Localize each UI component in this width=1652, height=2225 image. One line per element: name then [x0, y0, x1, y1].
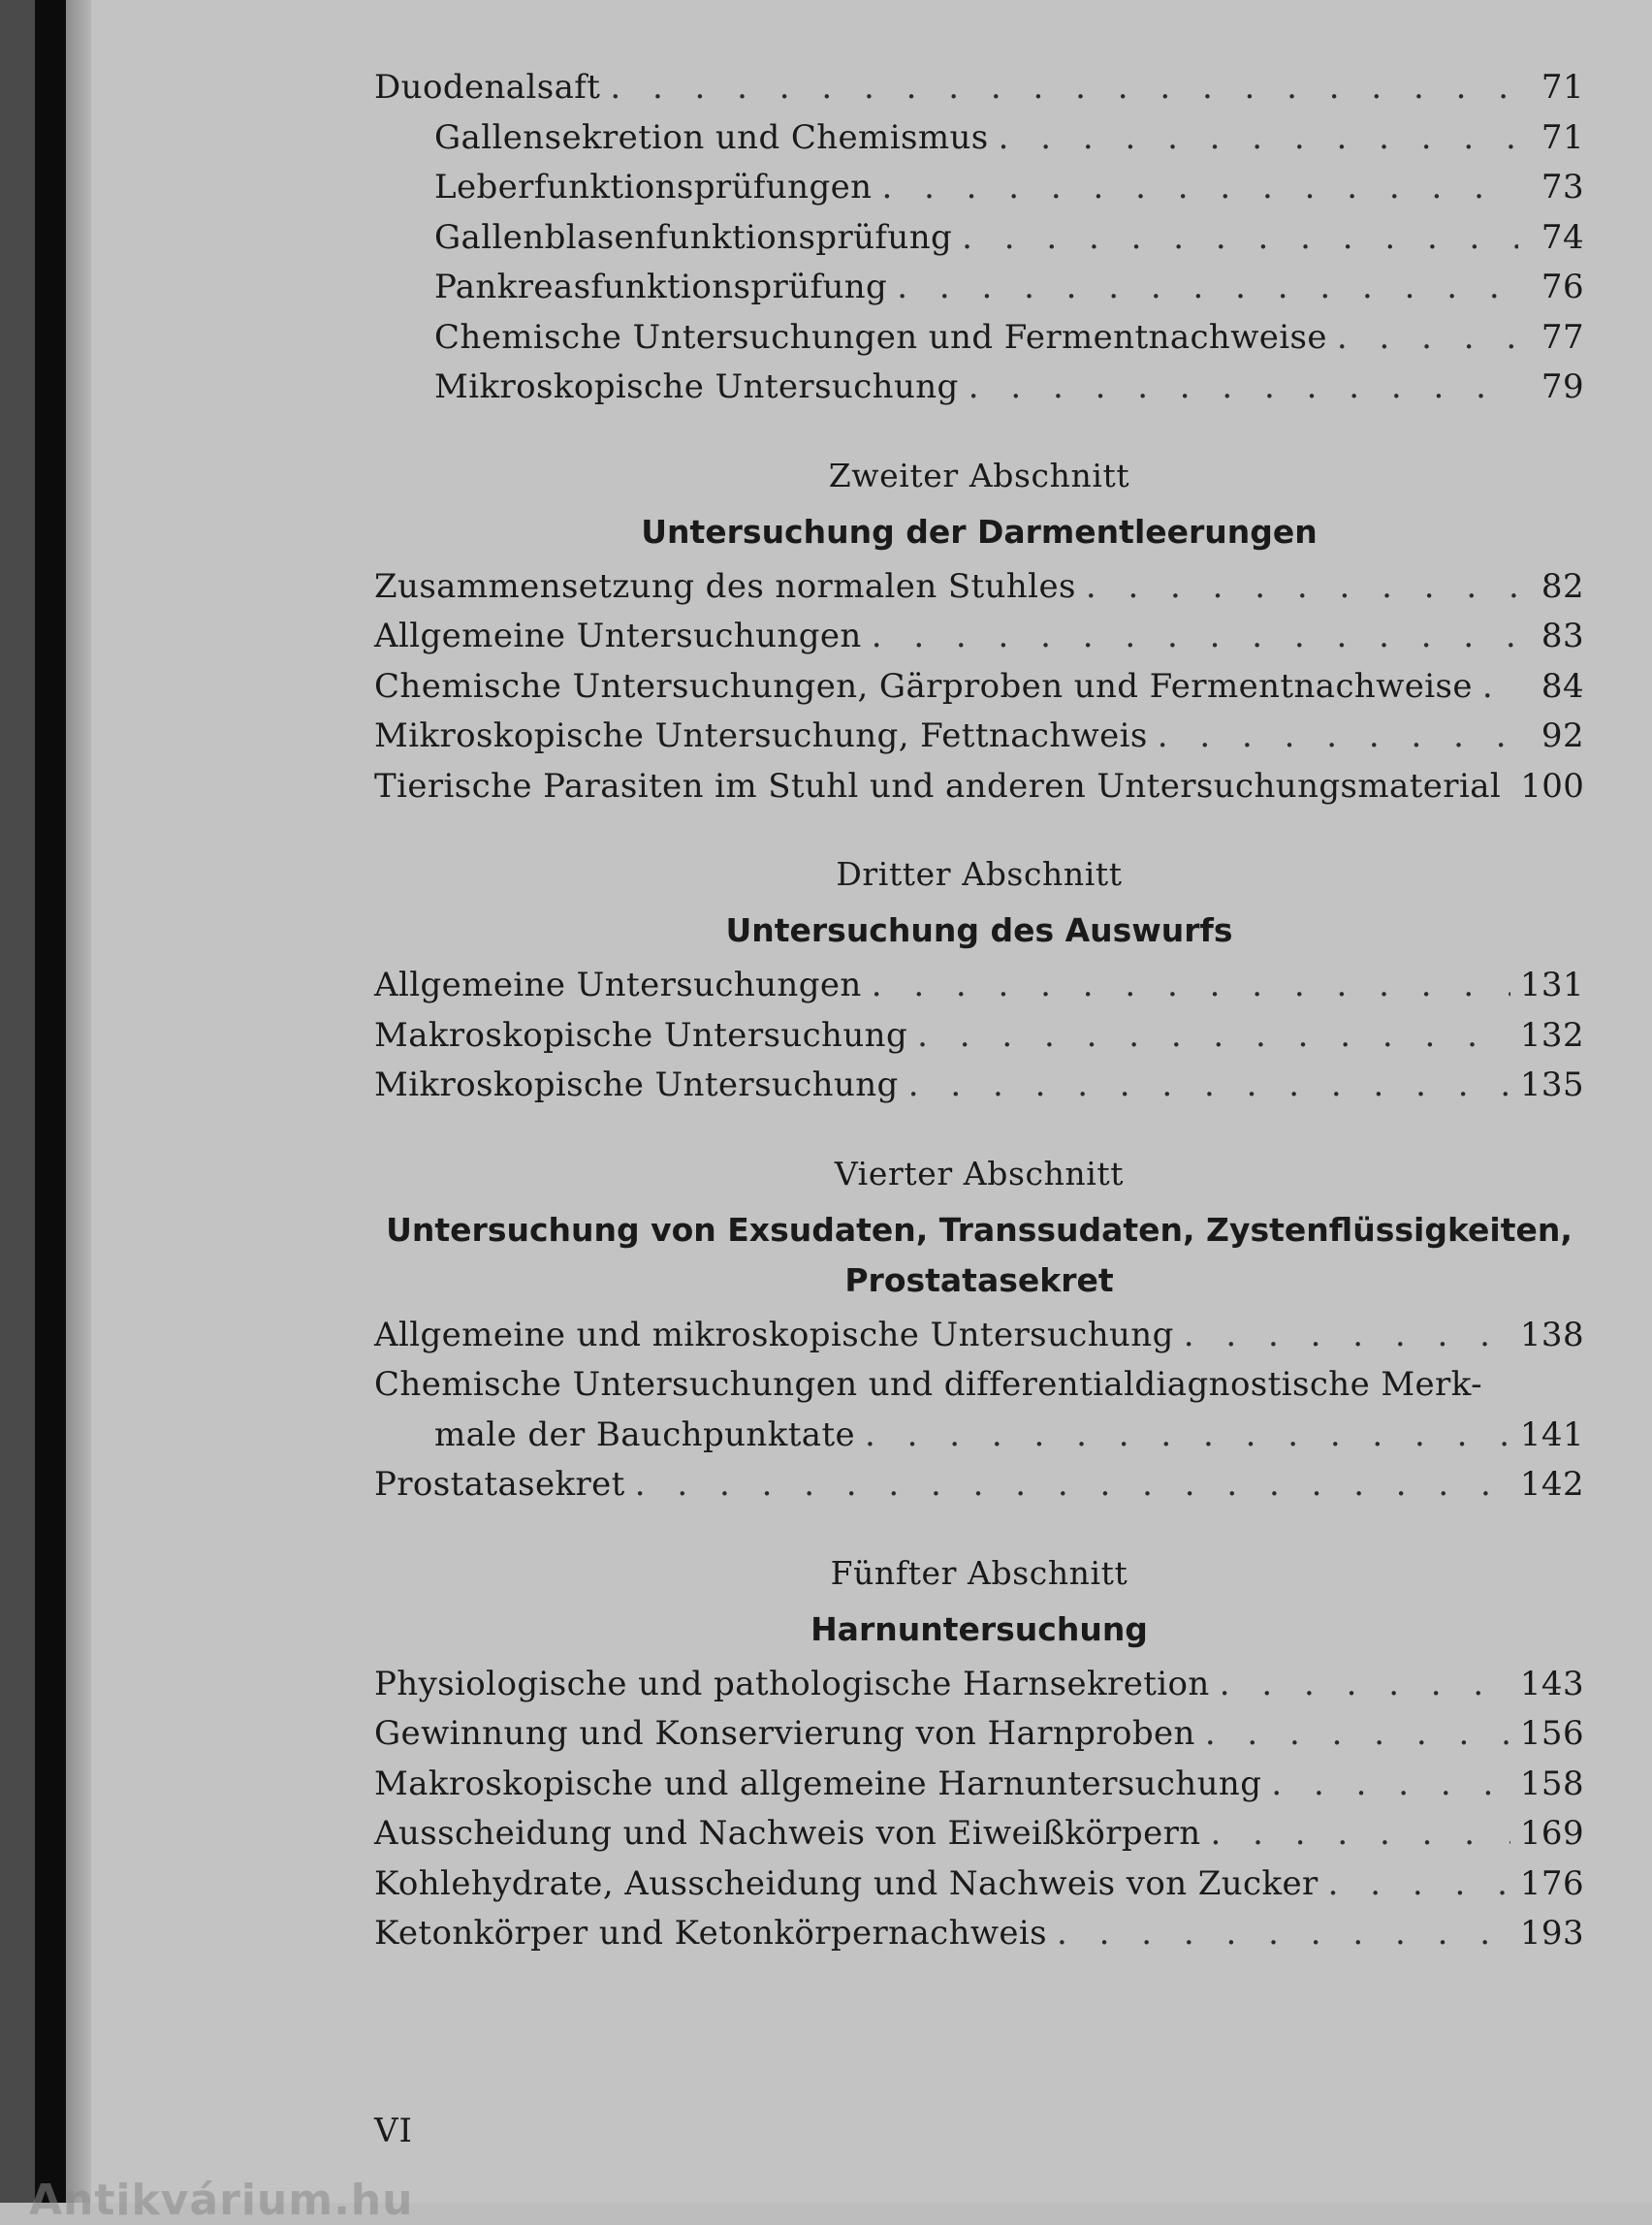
dot-leader: [610, 68, 1518, 107]
section-label: Zweiter Abschnitt: [828, 456, 1130, 494]
toc-entry-page: 83: [1541, 617, 1584, 655]
toc-entry-page: 131: [1519, 966, 1584, 1004]
section-title: [374, 1205, 1584, 1306]
toc-entry-title: Makroskopische Untersuchung: [374, 1015, 908, 1055]
dot-leader: [1205, 1714, 1510, 1753]
dot-leader: [962, 218, 1518, 257]
toc-entry: [374, 68, 1584, 118]
toc-section-5: [374, 1554, 1584, 1964]
toc-entry: [374, 1316, 1584, 1366]
toc-entry-page: 73: [1541, 168, 1584, 207]
dot-leader: [1086, 567, 1518, 606]
toc-entry-title: Allgemeine Untersuchungen: [374, 617, 862, 655]
toc-entry-title: Mikroskopische Untersuchung: [374, 1065, 899, 1104]
toc-entry-title: Allgemeine Untersuchungen: [374, 966, 862, 1004]
toc-entry-page: 100: [1520, 766, 1585, 806]
section-label: Fünfter Abschnitt: [830, 1553, 1128, 1592]
dot-leader: [865, 1415, 1510, 1454]
toc-entry-page: 143: [1519, 1664, 1584, 1703]
dot-leader: [917, 1016, 1510, 1055]
dot-leader: [635, 1465, 1510, 1504]
toc-entry-page: 193: [1519, 1914, 1584, 1953]
toc-entry-page: 135: [1519, 1065, 1584, 1104]
toc-entry-title: Gewinnung und Konservierung von Harnproben: [374, 1714, 1195, 1753]
toc-entry-page: 77: [1541, 317, 1584, 357]
dot-leader: [881, 168, 1518, 207]
toc-entry-page: 82: [1541, 566, 1584, 606]
section-label: Dritter Abschnitt: [836, 855, 1123, 893]
dot-leader: [1220, 1665, 1510, 1703]
toc-entry-title: Gallensekretion und Chemismus: [434, 117, 989, 157]
dot-leader: [1328, 1864, 1510, 1903]
toc-entry-title: Mikroskopische Untersuchung: [434, 367, 959, 406]
toc-entry-title: Chemische Untersuchungen, Gärproben und Fermentnachweise: [374, 666, 1473, 706]
toc-entry-title: Ausscheidung und Nachweis von Eiweißkörpern: [374, 1814, 1201, 1853]
toc-entry-title: Chemische Untersuchungen und differentialdiagnostische Merk-: [374, 1365, 1482, 1404]
watermark: Antikvárium.hu: [29, 2176, 414, 2225]
toc-entry: [374, 966, 1584, 1016]
dot-leader: [1057, 1914, 1510, 1953]
toc-entry-page: 141: [1519, 1414, 1584, 1454]
toc-entry: [374, 118, 1584, 169]
toc-entry: [374, 1665, 1584, 1715]
toc-entry-page: 92: [1541, 716, 1584, 755]
toc-entry: [374, 1914, 1584, 1964]
toc-entry: [374, 367, 1584, 418]
toc-entry: [374, 1016, 1584, 1066]
toc-entry-title: Zusammensetzung des normalen Stuhles: [374, 566, 1076, 606]
toc-entry-page: 156: [1519, 1714, 1584, 1753]
toc-entry-title: Makroskopische und allgemeine Harnuntersuchung: [374, 1764, 1262, 1803]
toc-entry-page: 71: [1541, 117, 1584, 157]
dot-leader: [999, 118, 1518, 157]
toc-entry-page: 74: [1541, 217, 1584, 257]
dot-leader: [1337, 318, 1518, 357]
toc-entry-title: Pankreasfunktionsprüfung: [434, 268, 888, 306]
dot-leader: [1482, 667, 1518, 706]
toc-entry-wrapped-line: [374, 1365, 1584, 1415]
toc-entry: [374, 1764, 1584, 1815]
toc-entry: [374, 318, 1584, 368]
section-title-line: Prostatasekret: [844, 1260, 1114, 1299]
toc-entry-page: 176: [1519, 1863, 1584, 1903]
book-gutter-shadow: [35, 0, 66, 2203]
toc-entry-title: Ketonkörper und Ketonkörpernachweis: [374, 1914, 1048, 1953]
dot-leader: [897, 268, 1518, 306]
toc-section-2: [374, 457, 1584, 817]
dot-leader: [969, 367, 1518, 406]
dot-leader: [908, 1065, 1510, 1104]
toc-entry-page: 142: [1519, 1465, 1584, 1504]
toc-entry-page: 84: [1541, 666, 1584, 706]
dot-leader: [872, 966, 1510, 1004]
dot-leader: [1211, 1814, 1510, 1853]
dot-leader: [1158, 716, 1518, 755]
toc-entry: [374, 716, 1584, 767]
toc-entry-title: Leberfunktionsprüfungen: [434, 168, 873, 207]
toc-entry-title: Physiologische und pathologische Harnsekretion: [374, 1664, 1210, 1703]
toc-entry-page: 71: [1541, 68, 1584, 107]
toc-entry: [374, 168, 1584, 218]
dot-leader: [872, 617, 1518, 655]
toc-entry-title: Mikroskopische Untersuchung, Fettnachweis: [374, 716, 1148, 755]
toc-entry: [374, 667, 1584, 717]
toc-entry-continuation: male der Bauchpunktate: [434, 1414, 856, 1454]
section-title: Harnuntersuchung: [810, 1609, 1148, 1648]
toc-entry-page: 138: [1519, 1315, 1584, 1354]
section-title: Untersuchung der Darmentleerungen: [641, 512, 1318, 551]
toc-entry: [374, 1714, 1584, 1764]
toc-entry: [374, 617, 1584, 667]
toc-entry: [374, 218, 1584, 269]
toc-entry-page: 158: [1519, 1764, 1584, 1803]
toc-entry-title: Allgemeine und mikroskopische Untersuchung: [374, 1315, 1174, 1354]
toc-entry: [374, 1065, 1584, 1116]
toc-entry-title: Gallenblasenfunktionsprüfung: [434, 217, 953, 257]
toc-entry: [374, 1415, 1584, 1466]
toc-entry-page: 132: [1519, 1015, 1584, 1055]
toc-entry-title: Prostatasekret: [374, 1465, 625, 1504]
section-title: Untersuchung des Auswurfs: [725, 911, 1233, 949]
toc-entry-title: Chemische Untersuchungen und Fermentnachweise: [434, 317, 1327, 357]
toc-entry: [374, 767, 1584, 817]
toc-entry-page: 169: [1519, 1814, 1584, 1853]
toc-section-continued: [374, 68, 1584, 418]
section-title-line: Untersuchung von Exsudaten, Transsudaten, Zystenflüssigkeiten,: [386, 1210, 1573, 1249]
dot-leader: [1271, 1764, 1510, 1803]
page-inner-margin: [66, 0, 91, 2203]
toc-entry-page: 79: [1541, 367, 1584, 406]
toc-entry-title: Duodenalsaft: [374, 68, 601, 107]
toc-entry: [374, 268, 1584, 318]
dot-leader: [1184, 1316, 1510, 1354]
toc-entry: [374, 1465, 1584, 1515]
book-spine-edge: [0, 0, 35, 2203]
table-of-contents: [374, 68, 1584, 1964]
toc-entry-page: 76: [1541, 268, 1584, 306]
toc-entry: [374, 1864, 1584, 1915]
toc-section-3: [374, 855, 1584, 1116]
toc-section-4: [374, 1155, 1584, 1515]
toc-entry: [374, 567, 1584, 618]
toc-entry-title: Tierische Parasiten im Stuhl und anderen Untersuchungsmaterial: [374, 766, 1502, 806]
toc-entry: [374, 1814, 1584, 1864]
page-folio: VI: [374, 2112, 413, 2150]
section-label: Vierter Abschnitt: [834, 1154, 1125, 1192]
toc-entry-title: Kohlehydrate, Ausscheidung und Nachweis von Zucker: [374, 1863, 1318, 1903]
